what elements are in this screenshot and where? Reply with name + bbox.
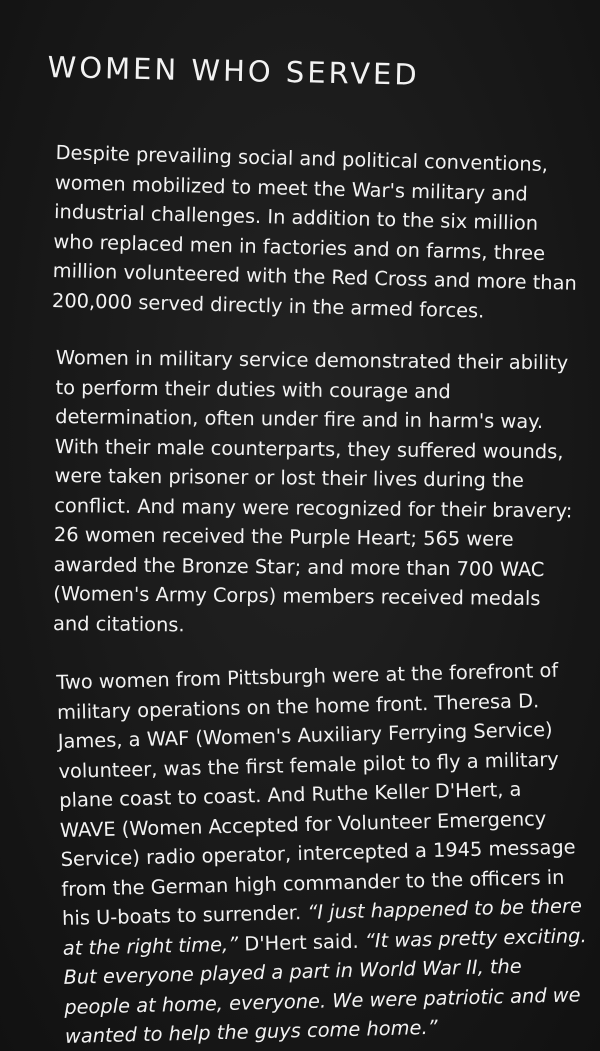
paragraph-1-line: 200,000 served directly in the armed forces.	[51, 288, 485, 323]
paragraph-3-line: Two women from Pittsburgh were at the forefront of	[56, 658, 559, 694]
quote-text: “I just happened to be there	[307, 894, 583, 924]
paragraph-3-line: Service) radio operator, intercepted a 1945 message	[60, 835, 576, 871]
paragraph-2-line: awarded the Bronze Star; and more than 700 WAC	[53, 552, 545, 581]
paragraph-2-line: to perform their duties with courage and	[55, 375, 451, 403]
paragraph-2-line: With their male counterparts, they suffered wounds,	[54, 434, 564, 463]
paragraph-3-line: volunteer, was the first female pilot to fly a military	[58, 747, 560, 783]
quote-text: people at home, everyone. We were patriotic and we	[64, 982, 581, 1019]
quote-lead-text: his U-boats to surrender.	[61, 900, 308, 930]
paragraph-3-line: from the German high commander to the officers in	[61, 865, 565, 901]
attribution-text: D'Hert said.	[237, 929, 366, 956]
panel-title: WOMEN WHO SERVED	[47, 50, 420, 92]
paragraph-2-line: determination, often under fire and in harm's way.	[55, 404, 544, 434]
paragraph-2-line: Women in military service demonstrated their ability	[55, 345, 569, 375]
paragraph-2-line: conflict. And many were recognized for their bravery:	[54, 493, 573, 522]
paragraph-2-line: were taken prisoner or lost their lives during the	[54, 463, 524, 492]
paragraph-2-line: and citations.	[52, 611, 185, 636]
paragraph-1	[52, 138, 596, 328]
paragraph-1-line: who replaced men in factories and on farms, three	[53, 229, 546, 265]
paragraph-3-line: military operations on the home front. Theresa D.	[56, 688, 540, 724]
quote-text: But everyone played a part in World War II, the	[63, 954, 522, 989]
paragraph-2-line: 26 women received the Purple Heart; 565 were	[53, 522, 514, 551]
quote-text: at the right time,”	[62, 932, 239, 960]
paragraph-2-line: (Women's Army Corps) members received medals	[53, 581, 541, 611]
paragraph-1-line: Despite prevailing social and political conventions,	[55, 140, 549, 177]
paragraph-3-line: WAVE (Women Accepted for Volunteer Emergency	[59, 806, 547, 842]
paragraph-3-line: James, a WAF (Women's Auxiliary Ferrying Service)	[57, 717, 553, 753]
paragraph-3-line: plane coast to coast. And Ruthe Keller D'Hert, a	[58, 777, 522, 812]
quote-text: “It was pretty exciting.	[364, 923, 587, 953]
paragraph-2	[53, 343, 596, 644]
quote-text: wanted to help the guys come home.”	[64, 1015, 438, 1048]
paragraph-1-line: women mobilized to meet the War's military and	[54, 170, 529, 206]
paragraph-1-line: million volunteered with the Red Cross and more than	[52, 258, 578, 295]
paragraph-1-line: industrial challenges. In addition to the six million	[53, 199, 539, 235]
paragraph-3	[56, 655, 600, 1051]
